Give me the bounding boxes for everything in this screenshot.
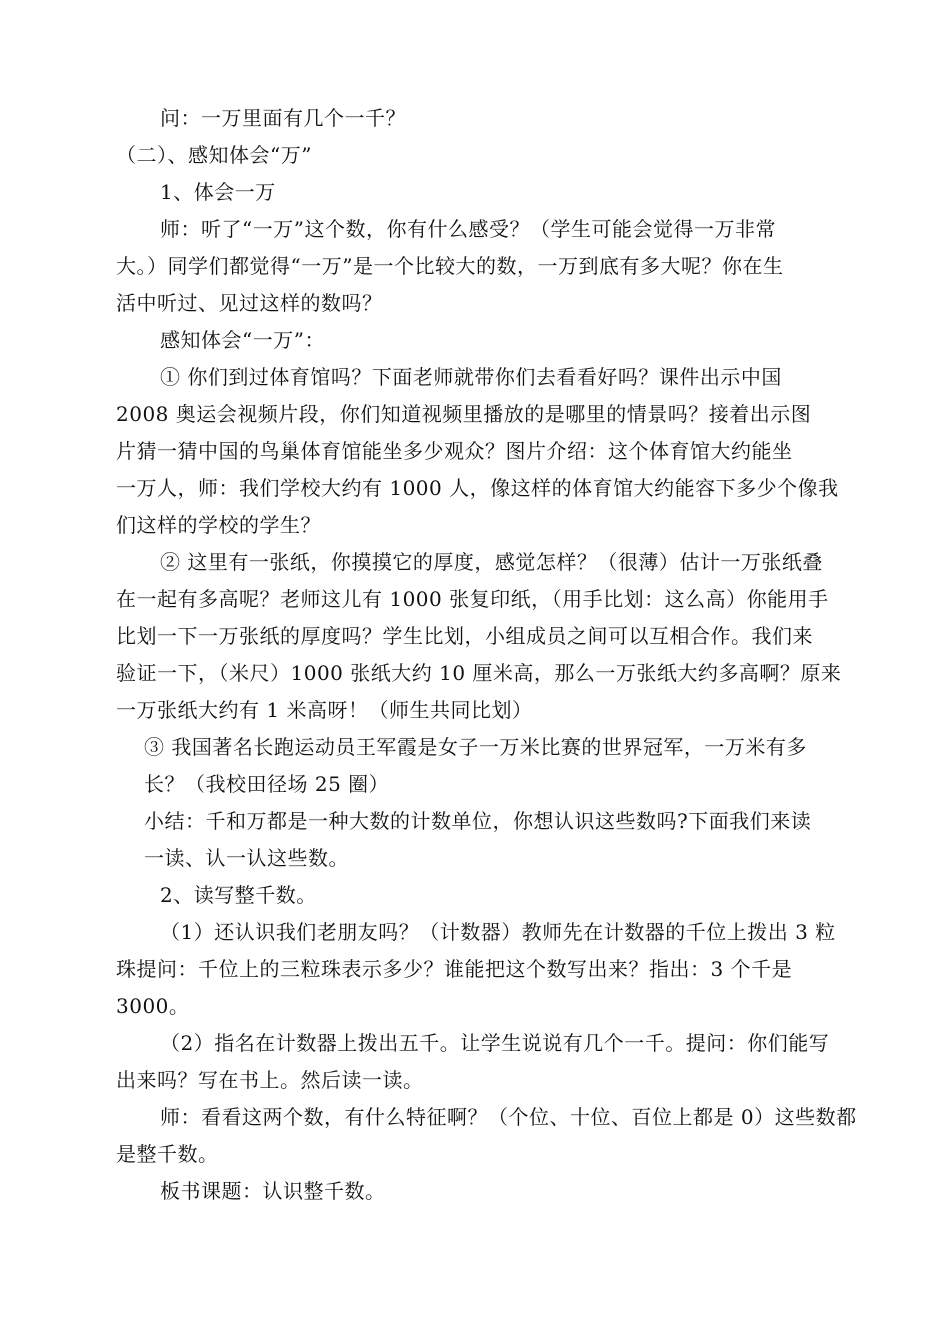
text-line: 验证一下，（米尺）1000 张纸大约 10 厘米高，那么一万张纸大约多高啊？原来 bbox=[116, 661, 842, 685]
text-line: 活中听过、见过这样的数吗？ bbox=[116, 291, 383, 315]
text-line: ③ 我国著名长跑运动员王军霞是女子一万米比赛的世界冠军，一万米有多 bbox=[144, 735, 807, 759]
subsection-heading: 1、体会一万 bbox=[160, 180, 276, 204]
text-line: 片猜一猜中国的鸟巢体育馆能坐多少观众？图片介绍：这个体育馆大约能坐 bbox=[116, 439, 793, 463]
subsection-heading: 2、读写整千数。 bbox=[160, 883, 317, 907]
text-line: 感知体会“一万”： bbox=[160, 328, 325, 352]
text-line: 问：一万里面有几个一千？ bbox=[160, 106, 406, 130]
text-line: 2008 奥运会视频片段，你们知道视频里播放的是哪里的情景吗？接着出示图 bbox=[116, 402, 812, 426]
text-line: （2）指名在计数器上拨出五千。让学生说说有几个一千。提问：你们能写 bbox=[160, 1031, 830, 1055]
text-line: ① 你们到过体育馆吗？下面老师就带你们去看看好吗？课件出示中国 bbox=[160, 365, 782, 389]
text-line: 大。）同学们都觉得“一万”是一个比较大的数，一万到底有多大呢？你在生 bbox=[116, 254, 784, 278]
text-line: 一万人，师：我们学校大约有 1000 人，像这样的体育馆大约能容下多少个像我 bbox=[116, 476, 839, 500]
text-line: 珠提问：千位上的三粒珠表示多少？谁能把这个数写出来？指出：3 个千是 bbox=[116, 957, 793, 981]
text-line: 在一起有多高呢？老师这儿有 1000 张复印纸，（用手比划：这么高）你能用手 bbox=[116, 587, 829, 611]
text-line: ② 这里有一张纸，你摸摸它的厚度，感觉怎样？（很薄）估计一万张纸叠 bbox=[160, 550, 823, 574]
text-line: 师：听了“一万”这个数，你有什么感受？（学生可能会觉得一万非常 bbox=[160, 217, 776, 241]
text-line: 师：看看这两个数，有什么特征啊？（个位、十位、百位上都是 0）这些数都 bbox=[160, 1105, 857, 1129]
text-line: 板书课题：认识整千数。 bbox=[160, 1179, 386, 1203]
text-line: 长？（我校田径场 25 圈） bbox=[144, 772, 390, 796]
text-line: 一读、认一认这些数。 bbox=[144, 846, 349, 870]
text-line: 一万张纸大约有 1 米高呀！（师生共同比划） bbox=[116, 698, 533, 722]
text-line: 出来吗？写在书上。然后读一读。 bbox=[116, 1068, 424, 1092]
section-heading: （二）、感知体会“万” bbox=[116, 143, 312, 167]
text-line: 比划一下一万张纸的厚度吗？学生比划，小组成员之间可以互相合作。我们来 bbox=[116, 624, 813, 648]
text-line: 们这样的学校的学生？ bbox=[116, 513, 321, 537]
text-line: 3000。 bbox=[116, 994, 190, 1018]
text-line: （1）还认识我们老朋友吗？（计数器）教师先在计数器的千位上拨出 3 粒 bbox=[160, 920, 836, 944]
text-line: 小结：千和万都是一种大数的计数单位，你想认识这些数吗?下面我们来读 bbox=[144, 809, 812, 833]
text-line: 是整千数。 bbox=[116, 1142, 219, 1166]
